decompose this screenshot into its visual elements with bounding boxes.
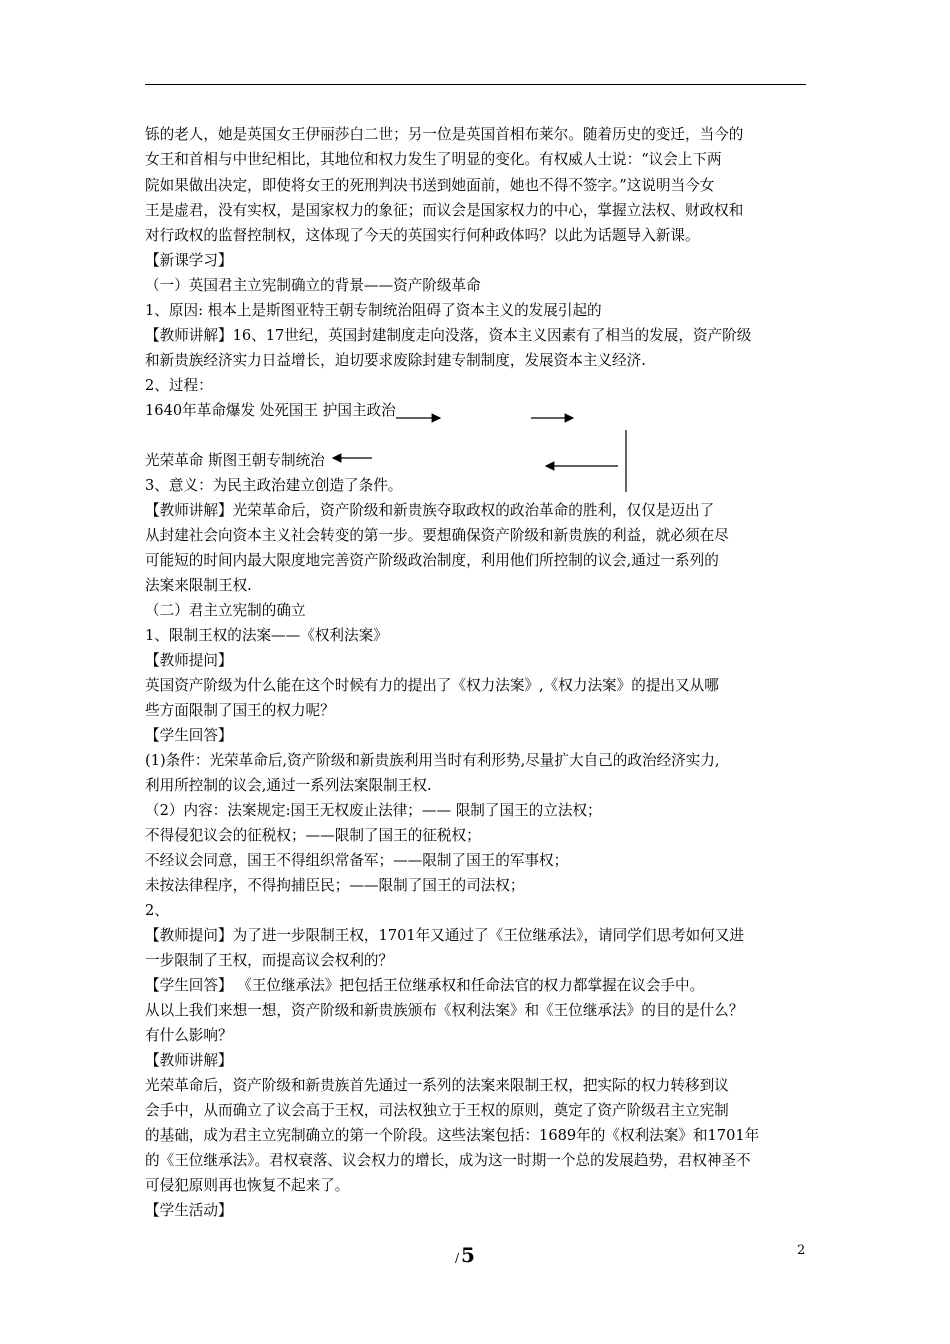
text-line: 光荣革命后，资产阶级和新贵族首先通过一系列的法案来限制王权，把实际的权力转移到议	[145, 1077, 729, 1094]
text-line: 对行政权的监督控制权，这体现了今天的英国实行何种政体吗？以此为话题导入新课。	[145, 227, 700, 244]
text-line: 1、原因: 根本上是斯图亚特王朝专制统治阻碍了资本主义的发展引起的	[145, 302, 602, 319]
page-number: 2	[797, 1243, 806, 1258]
text-line: 【学生回答】 《王位继承法》把包括王位继承权和任命法官的权力都掌握在议会手中。	[145, 977, 705, 994]
text-line: 院如果做出决定，即使将女王的死刑判决书送到她面前，她也不得不签字。”这说明当今女	[145, 177, 715, 194]
text-line: 【学生活动】	[145, 1202, 233, 1219]
page-slash: /	[455, 1251, 460, 1265]
text-line: 2、	[145, 902, 169, 919]
text-line: 【学生回答】	[145, 727, 233, 744]
text-line: 从封建社会向资本主义社会转变的第一步。要想确保资产阶级和新贵族的利益，就必须在尽	[145, 527, 729, 544]
text-line: 1640年革命爆发 处死国王 护国主政治	[145, 402, 396, 419]
text-line: 英国资产阶级为什么能在这个时候有力的提出了《权力法案》,《权力法案》的提出又从哪	[145, 677, 719, 694]
text-line: 的《王位继承法》。君权衰落、议会权力的增长，成为这一时期一个总的发展趋势，君权神圣不	[145, 1152, 751, 1169]
text-line: (1)条件：光荣革命后,资产阶级和新贵族利用当时有利形势,尽量扩大自己的政治经济实力,	[145, 752, 720, 769]
text-line: 从以上我们来想一想，资产阶级和新贵族颁布《权利法案》和《王位继承法》的目的是什么？	[145, 1002, 744, 1019]
text-line: （2）内容：法案规定:国王无权废止法律；—— 限制了国王的立法权；	[145, 802, 602, 819]
text-line: 3、意义：为民主政治建立创造了条件。	[145, 477, 403, 494]
text-line: 会手中，从而确立了议会高于王权，司法权独立于王权的原则，奠定了资产阶级君主立宪制	[145, 1102, 729, 1119]
text-line: 1、限制王权的法案——《权利法案》	[145, 627, 388, 644]
text-line: 未按法律程序，不得拘捕臣民；——限制了国王的司法权；	[145, 877, 525, 894]
header-rule	[145, 84, 806, 85]
text-line: 有什么影响？	[145, 1027, 233, 1044]
text-line: 2、过程：	[145, 377, 213, 394]
text-line: 可侵犯原则再也恢复不起来了。	[145, 1177, 350, 1194]
text-line: 光荣革命 斯图王朝专制统治	[145, 452, 325, 469]
text-line: 一步限制了王权，而提高议会权利的？	[145, 952, 394, 969]
text-line: 女王和首相与中世纪相比，其地位和权力发生了明显的变化。有权威人士说：“议会上下两	[145, 151, 722, 168]
text-line: 些方面限制了国王的权力呢？	[145, 702, 335, 719]
total-pages: 5	[461, 1243, 475, 1267]
text-line: 不经议会同意，国王不得组织常备军；——限制了国王的军事权；	[145, 852, 569, 869]
text-line: 王是虚君，没有实权，是国家权力的象征；而议会是国家权力的中心，掌握立法权、财政权和	[145, 202, 744, 219]
text-line: 可能短的时间内最大限度地完善资产阶级政治制度，利用他们所控制的议会,通过一系列的	[145, 552, 719, 569]
text-line: 的基础，成为君主立宪制确立的第一个阶段。这些法案包括：1689年的《权利法案》和1701年	[145, 1127, 760, 1144]
text-line: 不得侵犯议会的征税权；——限制了国王的征税权；	[145, 827, 481, 844]
text-line: （一）英国君主立宪制确立的背景——资产阶级革命	[145, 277, 481, 294]
text-line: 和新贵族经济实力日益增长，迫切要求废除封建专制制度，发展资本主义经济.	[145, 352, 646, 369]
page-total	[455, 1243, 475, 1267]
text-line: 铄的老人，她是英国女王伊丽莎白二世；另一位是英国首相布莱尔。随着历史的变迁，当今的	[145, 126, 744, 143]
text-line: 法案来限制王权.	[145, 577, 252, 594]
text-line: （二）君主立宪制的确立	[145, 602, 306, 619]
text-line: 【新课学习】	[145, 252, 233, 269]
text-line: 利用所控制的议会,通过一系列法案限制王权.	[145, 777, 432, 794]
text-line: 【教师讲解】	[145, 1052, 233, 1069]
text-line: 【教师讲解】光荣革命后，资产阶级和新贵族夺取政权的政治革命的胜利，仅仅是迈出了	[145, 502, 715, 519]
text-line: 【教师讲解】16、17世纪，英国封建制度走向没落，资本主义因素有了相当的发展，资产阶级	[145, 327, 752, 344]
text-line: 【教师提问】	[145, 652, 233, 669]
text-line: 【教师提问】为了进一步限制王权，1701年又通过了《王位继承法》，请同学们思考如何又进	[145, 927, 744, 944]
